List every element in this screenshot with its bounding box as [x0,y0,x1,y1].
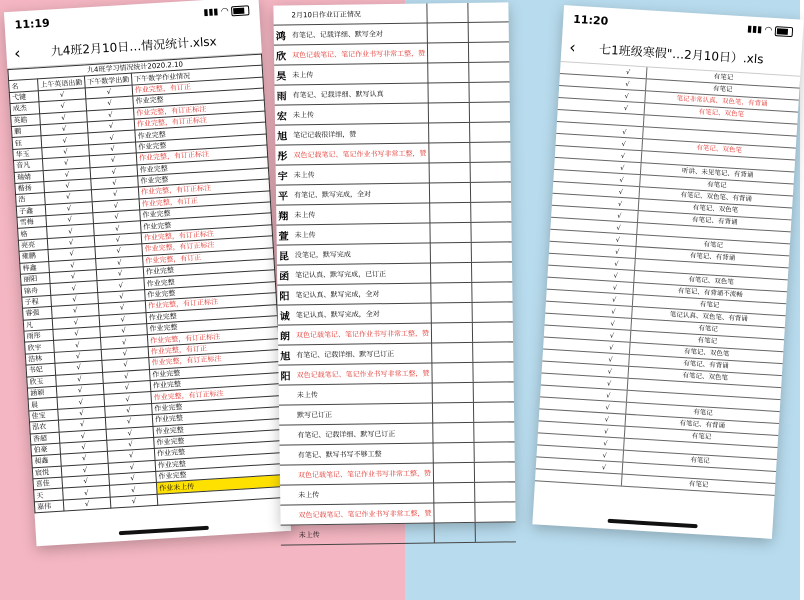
table-cell: 作业完整，有订正标注 [145,293,276,312]
table-cell: √ [38,88,86,102]
correction-note: 有笔记、记载详细、默写认真 [292,89,384,99]
table-cell: 亮亮 [18,238,48,251]
battery-icon [231,5,250,16]
table-cell: √ [56,372,104,386]
table-cell: √ [43,167,91,181]
table-cell: √ [46,213,94,227]
chevron-left-icon[interactable]: ‹ [568,37,577,57]
table-cell: √ [107,437,155,451]
table-cell: √ [108,460,156,474]
table-cell: √ [94,221,142,235]
check-mark: √ [624,91,630,100]
check-mark: √ [615,235,621,244]
table-cell: 睿强 [23,307,53,320]
check-mark: √ [602,450,608,460]
table-cell: 瑞婧 [14,170,44,183]
table-cell: √ [88,130,136,144]
table-cell: √ [41,133,89,147]
check-mark: √ [604,414,610,424]
table-cell: √ [104,392,152,406]
check-mark: √ [625,67,631,76]
homework-note: 有笔记 [622,451,776,471]
table-cell: 作业完整，有订正 [143,247,274,266]
table-cell: √ [95,244,143,258]
correction-note: 有笔记、记载详细、默写全对 [291,29,383,39]
table-cell: √ [102,358,150,372]
homework-note: 有笔记 [630,319,784,339]
check-mark: √ [603,426,609,436]
correction-note: 未上传 [293,170,315,179]
homework-note: 有笔记 [621,475,775,495]
homework-note: 有笔记 [625,403,779,423]
correction-note: 没笔记，默写完成 [294,250,351,259]
table-cell: 成杰 [10,102,40,115]
student-name: 平 [277,191,289,203]
table-cell: √ [91,176,139,190]
table-cell: √ [40,122,88,136]
homework-note: 有笔记 [646,67,800,87]
table-cell: √ [92,199,140,213]
check-mark: √ [614,247,620,256]
table-cell: 丽阳 [20,273,50,286]
check-mark: √ [619,163,625,172]
table-cell: 梓鑫 [20,261,50,274]
student-name: 朗 [279,331,291,343]
table-cell: √ [94,233,142,247]
table-cell: 作业完整 [135,122,266,141]
table-cell: √ [55,361,103,375]
check-mark: √ [621,139,627,148]
correction-note: 未上传 [296,390,318,399]
homework-note: 笔记认真、双色笔、有背诵 [631,307,785,327]
table-cell: 子程 [22,295,52,308]
table-cell: 作业完整，有订正 [139,191,270,210]
check-mark: √ [601,462,607,472]
table-cell: √ [56,383,104,397]
student-name: 旭 [277,131,288,143]
check-mark: √ [607,367,613,376]
table-cell: √ [40,110,88,124]
student-name: 昊 [276,71,287,83]
student-name: 阳 [279,291,290,303]
home-indicator[interactable] [118,526,208,535]
table-cell: √ [63,497,111,511]
table-cell: √ [51,304,99,318]
table-cell: 作业完整，有订正标注 [141,225,272,244]
check-mark: √ [606,390,611,400]
table-cell: √ [87,108,135,122]
student-name: 昆 [278,251,289,263]
table-cell: √ [103,380,151,394]
homework-note: 有笔记 [636,235,790,255]
table-cell: 雍鹏 [19,250,49,263]
table-cell: 作业完整 [143,259,274,278]
table-cell: √ [42,156,90,170]
table-cell: √ [93,210,141,224]
table-cell: √ [61,463,109,477]
check-mark: √ [616,223,621,232]
student-name: 阳 [280,371,291,383]
table-cell: √ [109,471,157,485]
check-mark: √ [619,175,624,184]
table-cell: 作业完整，有订正标注 [133,100,264,119]
homework-note: 有笔记、有背诵 [628,355,782,375]
table-cell: √ [97,278,145,292]
correction-note: 笔记认真、默写完成，全对 [295,309,380,319]
student-name: 鸿 [275,31,286,43]
check-mark: √ [613,271,619,280]
check-mark [607,119,643,121]
correction-note: 未上传 [298,490,320,499]
correction-note: 有笔记、记载详细、默写已订正 [296,349,395,359]
table-cell: √ [101,346,149,360]
table-cell: 作业完整，有订正标注 [136,145,267,164]
table-cell: 昶鑫 [32,454,62,467]
homework-note: 有笔记、有背诵 [637,211,791,231]
table-cell: √ [47,224,95,238]
table-cell: √ [85,85,133,99]
table-cell: 子鑫 [16,204,46,217]
check-mark: √ [625,79,630,88]
list-item [281,522,516,545]
signal-icon: ▮▮▮ [746,24,763,36]
table-cell: √ [50,281,98,295]
attendance-sheet [7,54,289,514]
check-mark: √ [618,187,624,196]
correction-note: 未上传 [298,530,320,539]
table-cell: √ [110,494,158,508]
table-cell: 涵颖 [27,386,57,399]
table-cell: √ [91,187,139,201]
table-cell: √ [100,324,148,338]
home-indicator[interactable] [608,519,698,528]
table-cell: √ [60,440,108,454]
table-cell: √ [45,190,93,204]
homework-note: 听讲、未见笔记、有背诵 [640,163,794,183]
file-title: 七1班级寒假"…2月10日）.xls [598,41,764,66]
table-cell: √ [63,486,111,500]
file-title: 九4班2月10日…情况统计.xlsx [50,33,218,58]
table-cell: 作业完整 [146,304,277,323]
column-header: 名 [9,79,39,92]
homework-note: 有笔记 [630,331,784,351]
table-cell: √ [107,449,155,463]
correction-note: 未上传 [294,230,316,239]
homework-note: 有笔记、双色笔 [629,343,783,363]
table-cell: 华玉 [13,147,43,160]
table-cell: 格 [18,227,48,240]
correction-note: 有笔记、默写书写不够工整 [297,449,382,459]
table-cell: 佳宝 [29,409,59,422]
signal-icon: ▮▮▮ [203,7,219,19]
correction-note: 笔记记载很详细，赞 [293,130,357,139]
table-cell: 作业完整 [145,282,276,301]
table-cell: √ [48,247,96,261]
check-mark: √ [610,319,616,328]
table-cell: 作业完整 [152,395,283,414]
table-cell: 作业完整 [138,168,269,187]
correction-note: 双色记载笔记、笔记作业书写非常工整，赞 [298,509,432,519]
table-cell: 嘉伟 [34,500,64,513]
sheet-title: 九4班学习情况统计2020.2.10 [8,54,262,81]
correction-note: 未上传 [292,110,314,119]
check-mark: √ [617,199,623,208]
check-mark: √ [623,103,629,112]
table-cell: √ [62,474,110,488]
check-mark: √ [608,355,613,364]
table-cell: √ [39,99,87,113]
phone-screenshot-class-7-1 [532,5,803,539]
table-cell: √ [90,164,138,178]
student-name: 旭 [280,351,291,363]
table-cell: √ [59,429,107,443]
table-cell: √ [54,338,102,352]
homework-note: 有笔记、双色笔 [633,271,787,291]
homework-note: 有笔记、有背诵 [625,415,779,435]
check-mark: √ [609,331,615,340]
table-cell: √ [58,417,106,431]
student-name: 诚 [279,311,290,323]
table-cell: √ [98,301,146,315]
check-mark: √ [606,378,612,388]
phone-screenshot-class-9-4 [4,0,291,546]
table-cell: 书妃 [26,363,56,376]
table-cell: 音凡 [13,159,43,172]
check-mark: √ [611,295,617,304]
table-cell: 泓农 [29,420,59,433]
correction-note: 笔记认真、默写完成，全对 [295,289,380,299]
table-cell: 作业完整，有订正标注 [151,384,282,403]
table-cell: 作业完整 [140,213,271,232]
table-cell: 钰 [12,136,42,149]
table-cell: 作业完整，有订正标注 [142,236,273,255]
table-cell: √ [57,395,105,409]
table-cell: √ [89,142,137,156]
student-name: 宏 [276,111,288,123]
table-cell: 欣玉 [27,375,57,388]
table-cell: 作业完整 [149,361,280,380]
table-cell: 作业完整 [154,429,285,448]
table-cell: √ [52,315,100,329]
table-cell: 作业完整 [136,134,267,153]
table-cell: √ [110,483,158,497]
table-cell: 作业完整 [155,452,286,471]
correction-note: 笔记认真、默写完成，已订正 [295,269,387,279]
column-header: 下午数学出勤 [84,74,132,88]
table-cell: √ [99,312,147,326]
table-cell: 浩林 [25,352,55,365]
table-cell: 作业未上传 [156,475,287,494]
table-cell: 晨 [28,398,58,411]
correction-note: 未上传 [294,210,316,219]
table-cell: 天 [34,489,64,502]
check-mark: √ [605,402,610,412]
homework-note: 有笔记、双色笔 [641,139,795,159]
table-cell: √ [96,267,144,281]
homework-note: 有笔记、双色笔 [638,199,792,219]
table-cell: √ [105,403,153,417]
table-cell: 作业完整，有订正标注 [134,111,265,130]
table-cell: 作业完整 [153,418,284,437]
check-mark: √ [611,307,616,316]
table-cell: 作业完整 [154,441,285,460]
table-cell: 浩 [16,193,46,206]
table-cell: √ [58,406,106,420]
column-header: 上午英语出勤 [38,76,86,90]
table-cell: √ [49,270,97,284]
check-mark: √ [612,283,618,292]
correction-note: 有笔记、默写完成，全对 [293,189,372,199]
table-cell: √ [106,426,154,440]
wifi-icon: ◠ [221,6,229,17]
table-cell: 作业完整 [152,407,283,426]
table-cell: 雪梅 [17,216,47,229]
table-cell: √ [61,452,109,466]
table-cell: 作业完整，有订正标注 [147,327,278,346]
table-cell: 锦舟 [21,284,51,297]
table-cell: 欣宇 [25,341,55,354]
table-cell: 作业完整，有订正标注 [149,350,280,369]
table-cell: √ [53,327,101,341]
homework-note: 有笔记、双色笔 [644,103,798,123]
correction-note: 双色记载笔记、笔记作业书写非常工整，赞 [295,329,430,339]
student-name: 欣 [276,51,287,63]
table-cell: 作业完整 [133,88,264,107]
homework-note: 有笔记、有背诵 [635,247,789,267]
table-cell: √ [103,369,151,383]
table-cell: 宸悦 [32,466,62,479]
check-mark [585,478,621,480]
table-cell: 香超 [30,432,60,445]
check-mark: √ [622,127,627,136]
table-cell: 作业完整 [140,202,271,221]
table-cell: √ [44,179,92,193]
table-cell: 作业完整，有订正标注 [138,179,269,198]
table-cell: 楷扬 [15,182,45,195]
table-cell: √ [86,96,134,110]
table-cell: 弋键 [9,91,39,104]
correction-note: 双色记载笔记、笔记作业书写非常工整，赞 [296,369,430,379]
homework-note: 有笔记 [645,79,799,99]
homework-note: 有笔记 [639,175,793,195]
table-cell: 作业完整 [137,156,268,175]
check-mark: √ [603,438,608,448]
student-name: 宇 [277,171,288,183]
wifi-icon: ◠ [764,25,773,36]
table-cell: √ [54,349,102,363]
table-cell: 鹏 [11,125,41,138]
homework-note: 有笔记、双色笔、有背诵 [638,187,792,207]
table-cell: √ [42,145,90,159]
homework-note: 有笔记、有背诵不流畅 [633,283,787,303]
homework-note: 笔记非常认真、双色笔，有背诵 [644,91,798,111]
table-cell: 英皓 [11,113,41,126]
chevron-left-icon[interactable]: ‹ [13,42,22,63]
student-name: 翔 [278,211,289,223]
check-mark: √ [620,151,626,160]
table-cell: 作业完整，有订正 [148,338,279,357]
table-cell: 伯豪 [31,443,61,456]
student-name: 雨 [276,91,287,103]
status-time: 11:19 [14,16,51,32]
check-mark: √ [617,211,622,220]
table-cell: √ [100,335,148,349]
homework-note: 有笔记 [632,295,786,315]
table-cell: √ [89,153,137,167]
check-mark: √ [614,259,619,268]
correction-note: 双色记载笔记、笔记作业书写非常工整，赞 [297,469,431,479]
correction-note: 默写已订正 [297,410,333,419]
student-name: 彤 [277,151,288,163]
correction-note: 双色记载笔记、笔记作业书写非常工整，赞 [292,49,426,59]
sheet-header: 2月10日作业订正情况 [291,9,361,19]
table-cell: √ [96,255,144,269]
status-time: 11:20 [572,12,609,28]
table-cell: √ [98,290,146,304]
battery-icon [775,26,794,37]
table-cell: 作业完整 [150,372,281,391]
table-cell: √ [105,415,153,429]
table-cell: 作业完整 [156,463,287,482]
phone-screenshot-correction-sheet [273,2,515,539]
homework-note: 有笔记 [624,427,778,447]
student-name: 萱 [278,231,289,243]
homework-note: 有笔记、双色笔 [627,367,781,387]
table-cell: 作业完整 [147,316,278,335]
correction-note: 有笔记、记载详细、默写已订正 [297,429,396,439]
student-name: 函 [279,271,290,283]
column-header: 下午数学作业情况 [131,66,262,85]
table-cell: √ [87,119,135,133]
table-cell: √ [47,236,95,250]
table-cell: 作业完整，有订正 [132,77,263,96]
table-cell: √ [49,258,97,272]
table-cell: 雨彤 [24,329,54,342]
table-cell: 作业完整 [144,270,275,289]
correction-note: 双色记载笔记、笔记作业书写非常工整，赞 [293,149,427,159]
table-cell: √ [45,201,93,215]
check-mark: √ [608,343,614,352]
table-cell: 喜佳 [33,477,63,490]
correction-note: 未上传 [292,70,314,79]
table-cell: 凡 [23,318,53,331]
table-cell: √ [51,292,99,306]
